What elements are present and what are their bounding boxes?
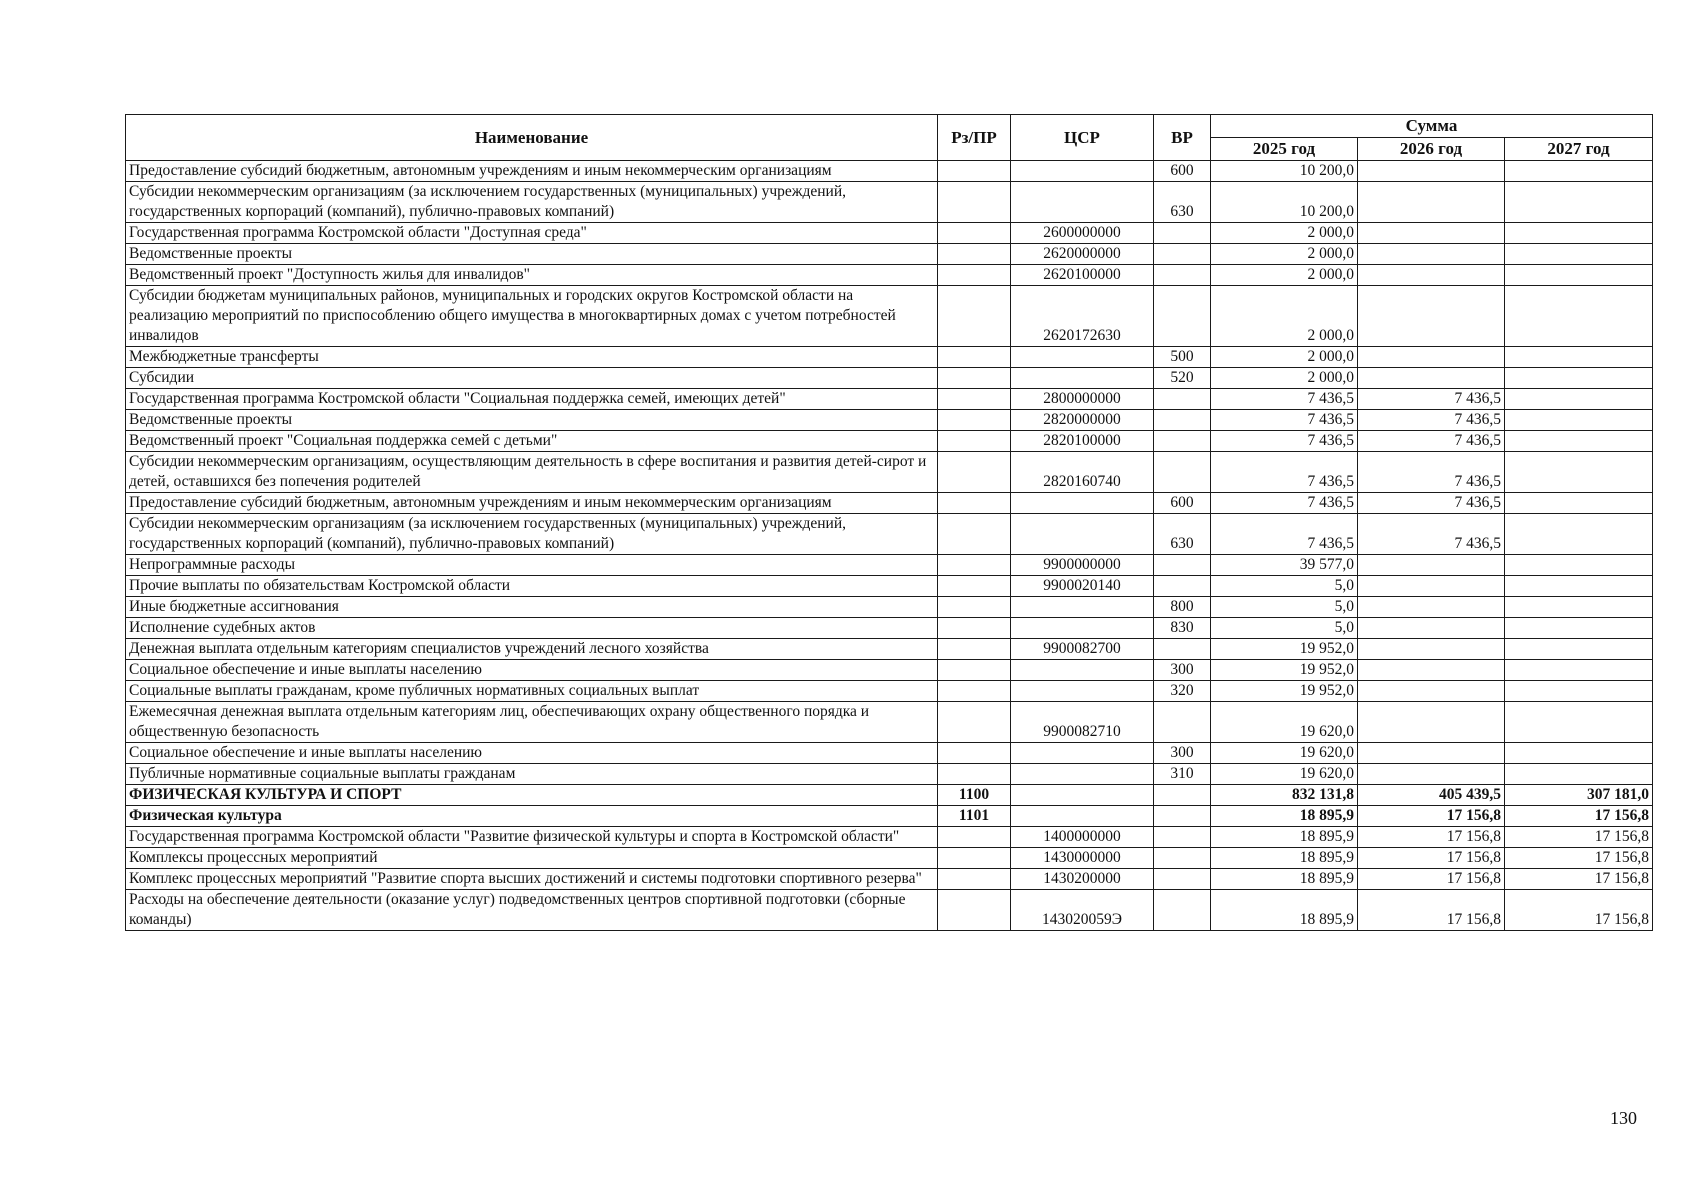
cell-2025: 7 436,5 [1211, 431, 1358, 452]
cell-2025: 2 000,0 [1211, 223, 1358, 244]
cell-2027 [1505, 618, 1653, 639]
cell-name: Социальное обеспечение и иные выплаты населению [126, 660, 938, 681]
table-row [126, 743, 1653, 764]
cell-name: Государственная программа Костромской области "Доступная среда" [126, 223, 938, 244]
cell-2025: 832 131,8 [1211, 785, 1358, 806]
cell-vr [1154, 890, 1211, 931]
table-row [126, 639, 1653, 660]
cell-csr [1011, 514, 1154, 555]
cell-2027 [1505, 452, 1653, 493]
cell-name: Исполнение судебных актов [126, 618, 938, 639]
cell-csr: 2620100000 [1011, 265, 1154, 286]
cell-vr [1154, 223, 1211, 244]
cell-2027 [1505, 368, 1653, 389]
cell-csr: 143020059Э [1011, 890, 1154, 931]
cell-csr [1011, 597, 1154, 618]
cell-2027 [1505, 576, 1653, 597]
cell-2027 [1505, 389, 1653, 410]
cell-vr [1154, 785, 1211, 806]
cell-2026 [1358, 660, 1505, 681]
cell-2027 [1505, 555, 1653, 576]
table-row [126, 597, 1653, 618]
table-row [126, 785, 1653, 806]
cell-name: Предоставление субсидий бюджетным, автономным учреждениям и иным некоммерческим организациям [126, 493, 938, 514]
cell-name: Социальное обеспечение и иные выплаты населению [126, 743, 938, 764]
cell-vr [1154, 286, 1211, 347]
table-body [126, 161, 1653, 931]
cell-vr [1154, 389, 1211, 410]
cell-rzpr: 1101 [938, 806, 1011, 827]
cell-2026 [1358, 286, 1505, 347]
cell-2025: 5,0 [1211, 618, 1358, 639]
cell-2027 [1505, 743, 1653, 764]
cell-2026 [1358, 702, 1505, 743]
cell-name: Субсидии некоммерческим организациям (за исключением государственных (муниципальных) учреждений, государственных корпораций (компаний), публично-правовых компаний) [126, 182, 938, 223]
cell-vr [1154, 431, 1211, 452]
cell-vr [1154, 555, 1211, 576]
cell-2026 [1358, 265, 1505, 286]
table-row [126, 244, 1653, 265]
cell-2026: 405 439,5 [1358, 785, 1505, 806]
cell-name: Ежемесячная денежная выплата отдельным категориям лиц, обеспечивающих охрану общественного порядка и общественную безопасность [126, 702, 938, 743]
cell-rzpr [938, 555, 1011, 576]
cell-rzpr [938, 265, 1011, 286]
cell-2025: 18 895,9 [1211, 806, 1358, 827]
cell-vr [1154, 244, 1211, 265]
table-row [126, 223, 1653, 244]
cell-2027 [1505, 660, 1653, 681]
cell-2026 [1358, 555, 1505, 576]
cell-2027 [1505, 702, 1653, 743]
cell-2026: 7 436,5 [1358, 410, 1505, 431]
cell-csr: 2600000000 [1011, 223, 1154, 244]
cell-vr [1154, 452, 1211, 493]
cell-name: Иные бюджетные ассигнования [126, 597, 938, 618]
table-row [126, 848, 1653, 869]
cell-rzpr [938, 618, 1011, 639]
cell-rzpr [938, 702, 1011, 743]
cell-2025: 7 436,5 [1211, 493, 1358, 514]
cell-csr [1011, 806, 1154, 827]
cell-rzpr [938, 848, 1011, 869]
cell-2026: 7 436,5 [1358, 514, 1505, 555]
cell-2026 [1358, 764, 1505, 785]
cell-2026 [1358, 618, 1505, 639]
cell-2025: 2 000,0 [1211, 265, 1358, 286]
cell-rzpr [938, 389, 1011, 410]
cell-csr [1011, 681, 1154, 702]
table-row [126, 347, 1653, 368]
cell-name: Субсидии [126, 368, 938, 389]
cell-2026 [1358, 597, 1505, 618]
cell-csr: 1430000000 [1011, 848, 1154, 869]
cell-2025: 18 895,9 [1211, 848, 1358, 869]
table-row [126, 702, 1653, 743]
cell-csr: 2820000000 [1011, 410, 1154, 431]
cell-2026: 17 156,8 [1358, 827, 1505, 848]
cell-csr [1011, 182, 1154, 223]
cell-vr [1154, 265, 1211, 286]
cell-csr: 2820160740 [1011, 452, 1154, 493]
cell-2025: 19 620,0 [1211, 702, 1358, 743]
cell-csr: 1430200000 [1011, 869, 1154, 890]
cell-name: ФИЗИЧЕСКАЯ КУЛЬТУРА И СПОРТ [126, 785, 938, 806]
header-2025: 2025 год [1211, 138, 1358, 161]
cell-name: Прочие выплаты по обязательствам Костромской области [126, 576, 938, 597]
table-row [126, 681, 1653, 702]
cell-name: Комплекс процессных мероприятий "Развитие спорта высших достижений и системы подготовки спортивного резерва" [126, 869, 938, 890]
header-2026: 2026 год [1358, 138, 1505, 161]
cell-vr [1154, 639, 1211, 660]
cell-2026 [1358, 681, 1505, 702]
cell-rzpr [938, 431, 1011, 452]
cell-name: Денежная выплата отдельным категориям специалистов учреждений лесного хозяйства [126, 639, 938, 660]
cell-csr [1011, 743, 1154, 764]
cell-csr [1011, 785, 1154, 806]
cell-name: Предоставление субсидий бюджетным, автономным учреждениям и иным некоммерческим организациям [126, 161, 938, 182]
cell-2027 [1505, 161, 1653, 182]
cell-vr: 630 [1154, 514, 1211, 555]
cell-2026: 17 156,8 [1358, 848, 1505, 869]
cell-name: Публичные нормативные социальные выплаты гражданам [126, 764, 938, 785]
cell-2027 [1505, 493, 1653, 514]
cell-2025: 2 000,0 [1211, 244, 1358, 265]
cell-csr: 9900082700 [1011, 639, 1154, 660]
cell-rzpr [938, 182, 1011, 223]
cell-rzpr [938, 660, 1011, 681]
cell-rzpr [938, 493, 1011, 514]
cell-2025: 2 000,0 [1211, 368, 1358, 389]
cell-2025: 10 200,0 [1211, 182, 1358, 223]
cell-name: Государственная программа Костромской области "Социальная поддержка семей, имеющих детей" [126, 389, 938, 410]
cell-2027: 17 156,8 [1505, 827, 1653, 848]
table-row [126, 452, 1653, 493]
cell-csr [1011, 618, 1154, 639]
cell-rzpr [938, 410, 1011, 431]
cell-name: Межбюджетные трансферты [126, 347, 938, 368]
cell-vr: 500 [1154, 347, 1211, 368]
table-row [126, 265, 1653, 286]
cell-vr: 630 [1154, 182, 1211, 223]
cell-2026: 7 436,5 [1358, 493, 1505, 514]
cell-rzpr [938, 869, 1011, 890]
cell-2027 [1505, 410, 1653, 431]
cell-2026 [1358, 639, 1505, 660]
cell-csr [1011, 660, 1154, 681]
cell-2026 [1358, 368, 1505, 389]
cell-rzpr [938, 890, 1011, 931]
cell-rzpr [938, 514, 1011, 555]
cell-vr [1154, 576, 1211, 597]
cell-2025: 39 577,0 [1211, 555, 1358, 576]
cell-2025: 5,0 [1211, 576, 1358, 597]
table-row [126, 890, 1653, 931]
table-row [126, 618, 1653, 639]
cell-2027 [1505, 182, 1653, 223]
cell-2026 [1358, 223, 1505, 244]
cell-2027 [1505, 639, 1653, 660]
table-row [126, 182, 1653, 223]
cell-2025: 2 000,0 [1211, 347, 1358, 368]
cell-name: Государственная программа Костромской области "Развитие физической культуры и спорта в Костромской области" [126, 827, 938, 848]
header-2027: 2027 год [1505, 138, 1653, 161]
cell-2027 [1505, 431, 1653, 452]
table-row [126, 431, 1653, 452]
cell-vr [1154, 702, 1211, 743]
cell-vr [1154, 827, 1211, 848]
cell-2027: 17 156,8 [1505, 806, 1653, 827]
cell-vr: 300 [1154, 743, 1211, 764]
cell-2025: 18 895,9 [1211, 827, 1358, 848]
cell-vr: 600 [1154, 161, 1211, 182]
cell-vr: 520 [1154, 368, 1211, 389]
cell-2025: 19 620,0 [1211, 743, 1358, 764]
cell-2026 [1358, 244, 1505, 265]
table-row [126, 827, 1653, 848]
cell-name: Физическая культура [126, 806, 938, 827]
cell-2027: 307 181,0 [1505, 785, 1653, 806]
cell-name: Субсидии некоммерческим организациям (за исключением государственных (муниципальных) учреждений, государственных корпораций (компаний), публично-правовых компаний) [126, 514, 938, 555]
cell-csr: 2820100000 [1011, 431, 1154, 452]
cell-2025: 7 436,5 [1211, 514, 1358, 555]
cell-csr: 9900082710 [1011, 702, 1154, 743]
cell-vr [1154, 806, 1211, 827]
cell-vr [1154, 869, 1211, 890]
cell-2027: 17 156,8 [1505, 848, 1653, 869]
table-row [126, 555, 1653, 576]
table-row [126, 368, 1653, 389]
cell-2025: 19 620,0 [1211, 764, 1358, 785]
cell-name: Расходы на обеспечение деятельности (оказание услуг) подведомственных центров спортивной подготовки (сборные команды) [126, 890, 938, 931]
cell-2026: 17 156,8 [1358, 869, 1505, 890]
cell-rzpr [938, 681, 1011, 702]
cell-csr: 9900020140 [1011, 576, 1154, 597]
cell-2027 [1505, 223, 1653, 244]
cell-vr: 600 [1154, 493, 1211, 514]
cell-name: Непрограммные расходы [126, 555, 938, 576]
cell-rzpr [938, 223, 1011, 244]
cell-rzpr [938, 347, 1011, 368]
header-rzpr: Рз/ПР [938, 115, 1011, 161]
cell-csr [1011, 368, 1154, 389]
cell-2026 [1358, 576, 1505, 597]
cell-rzpr: 1100 [938, 785, 1011, 806]
cell-vr: 830 [1154, 618, 1211, 639]
cell-csr [1011, 347, 1154, 368]
cell-csr: 9900000000 [1011, 555, 1154, 576]
cell-2027 [1505, 597, 1653, 618]
cell-rzpr [938, 368, 1011, 389]
cell-rzpr [938, 452, 1011, 493]
cell-name: Комплексы процессных мероприятий [126, 848, 938, 869]
header-csr: ЦСР [1011, 115, 1154, 161]
cell-rzpr [938, 161, 1011, 182]
cell-vr: 310 [1154, 764, 1211, 785]
cell-2026 [1358, 161, 1505, 182]
table-row [126, 806, 1653, 827]
cell-2025: 2 000,0 [1211, 286, 1358, 347]
cell-2027 [1505, 681, 1653, 702]
cell-rzpr [938, 639, 1011, 660]
cell-2027 [1505, 244, 1653, 265]
header-name: Наименование [126, 115, 938, 161]
table-row [126, 514, 1653, 555]
table-row [126, 286, 1653, 347]
cell-name: Субсидии некоммерческим организациям, осуществляющим деятельность в сфере воспитания и развития детей-сирот и детей, оставшихся без попечения родителей [126, 452, 938, 493]
cell-2025: 18 895,9 [1211, 890, 1358, 931]
cell-2027 [1505, 286, 1653, 347]
cell-name: Субсидии бюджетам муниципальных районов, муниципальных и городских округов Костромской области на реализацию мероприятий по приспособлению общего имущества в многоквартирных домах с учетом потребностей инвалидов [126, 286, 938, 347]
cell-2026: 7 436,5 [1358, 431, 1505, 452]
cell-name: Ведомственные проекты [126, 410, 938, 431]
table-row [126, 764, 1653, 785]
cell-2025: 19 952,0 [1211, 660, 1358, 681]
header-vr: ВР [1154, 115, 1211, 161]
cell-2025: 19 952,0 [1211, 639, 1358, 660]
cell-2025: 7 436,5 [1211, 389, 1358, 410]
budget-table [125, 114, 1653, 931]
cell-vr [1154, 410, 1211, 431]
header-row [126, 115, 1653, 138]
cell-csr [1011, 493, 1154, 514]
cell-csr: 2800000000 [1011, 389, 1154, 410]
table-row [126, 389, 1653, 410]
cell-2025: 19 952,0 [1211, 681, 1358, 702]
cell-2027 [1505, 764, 1653, 785]
cell-2026: 7 436,5 [1358, 452, 1505, 493]
header-sum: Сумма [1211, 115, 1653, 138]
cell-rzpr [938, 597, 1011, 618]
table-row [126, 410, 1653, 431]
cell-2027 [1505, 514, 1653, 555]
cell-2025: 10 200,0 [1211, 161, 1358, 182]
cell-name: Социальные выплаты гражданам, кроме публичных нормативных социальных выплат [126, 681, 938, 702]
cell-rzpr [938, 743, 1011, 764]
table-row [126, 161, 1653, 182]
cell-csr: 2620000000 [1011, 244, 1154, 265]
cell-2026 [1358, 743, 1505, 764]
cell-rzpr [938, 764, 1011, 785]
table-row [126, 660, 1653, 681]
cell-vr: 800 [1154, 597, 1211, 618]
cell-2026: 17 156,8 [1358, 806, 1505, 827]
cell-csr: 1400000000 [1011, 827, 1154, 848]
cell-vr: 300 [1154, 660, 1211, 681]
table-row [126, 576, 1653, 597]
cell-name: Ведомственные проекты [126, 244, 938, 265]
cell-2027: 17 156,8 [1505, 869, 1653, 890]
cell-2027 [1505, 347, 1653, 368]
cell-name: Ведомственный проект "Социальная поддержка семей с детьми" [126, 431, 938, 452]
table-row [126, 493, 1653, 514]
cell-2026: 17 156,8 [1358, 890, 1505, 931]
cell-csr [1011, 764, 1154, 785]
cell-csr: 2620172630 [1011, 286, 1154, 347]
cell-2027 [1505, 265, 1653, 286]
cell-name: Ведомственный проект "Доступность жилья для инвалидов" [126, 265, 938, 286]
cell-rzpr [938, 827, 1011, 848]
cell-2026 [1358, 347, 1505, 368]
cell-vr: 320 [1154, 681, 1211, 702]
cell-rzpr [938, 244, 1011, 265]
cell-2025: 18 895,9 [1211, 869, 1358, 890]
cell-csr [1011, 161, 1154, 182]
cell-rzpr [938, 576, 1011, 597]
cell-2026 [1358, 182, 1505, 223]
cell-2025: 5,0 [1211, 597, 1358, 618]
page-number: 130 [1610, 1108, 1637, 1128]
cell-2026: 7 436,5 [1358, 389, 1505, 410]
cell-2027: 17 156,8 [1505, 890, 1653, 931]
cell-2025: 7 436,5 [1211, 410, 1358, 431]
cell-rzpr [938, 286, 1011, 347]
table-row [126, 869, 1653, 890]
cell-vr [1154, 848, 1211, 869]
cell-2025: 7 436,5 [1211, 452, 1358, 493]
